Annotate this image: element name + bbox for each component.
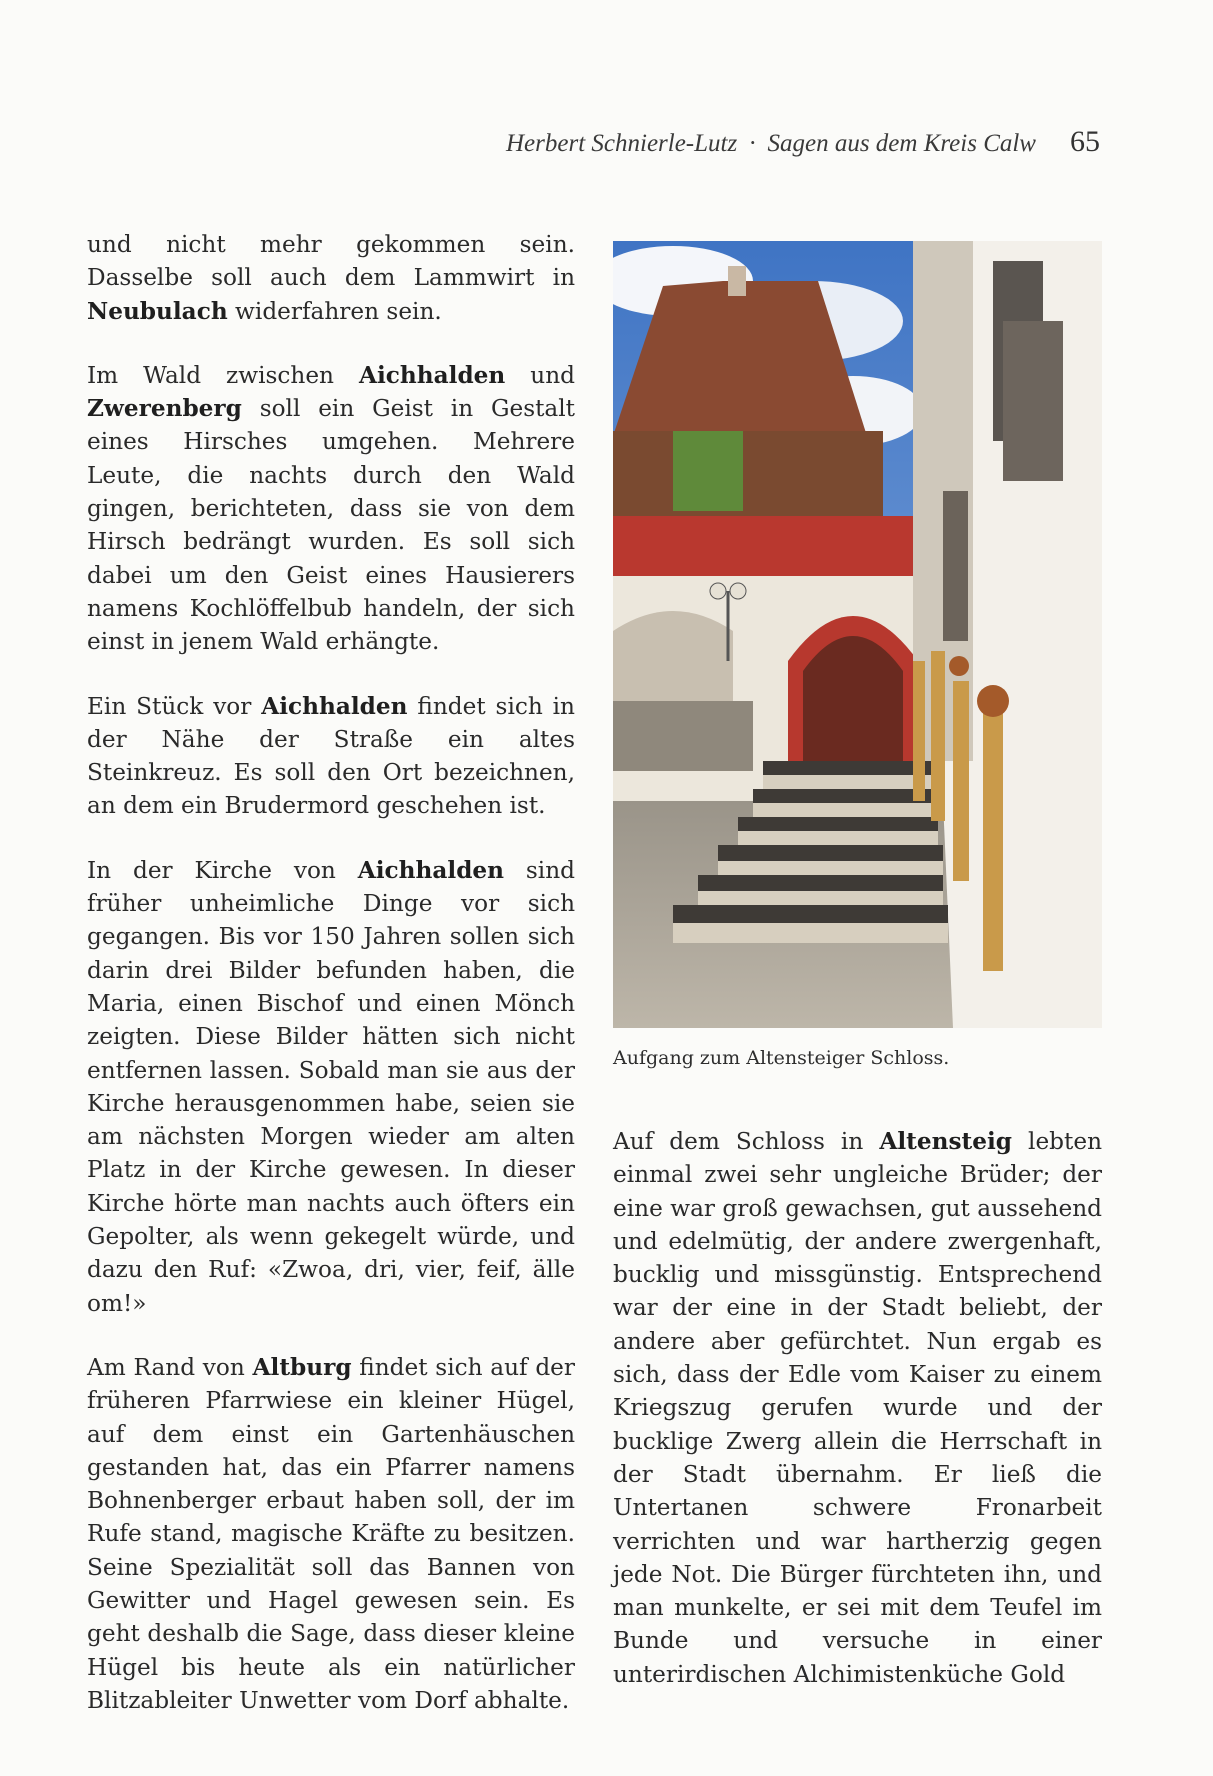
header-author: Herbert Schnierle-Lutz [506,130,738,157]
left-column [87,228,575,1748]
paragraph-kirche: In der Kirche von Aichhalden sind früher unheimliche Dinge vor sich gegangen. Bis vor 150 Jahren sollen sich darin drei Bilder befunden haben, die Maria, einen Bischof und einen Mönch zeigten. Diese Bilder hätten sich nicht entfernen lassen. Sobald man sie aus der Kirche herausgenommen habe, seien sie am nächsten Morgen wieder am alten Platz in der Kirche gewesen. In dieser Kirche hörte man nachts auch öfters ein Gepolter, als wenn gekegelt würde, und dazu den Ruf: «Zwoa, dri, vier, feif, älle om!» [87,856,576,1317]
place-name: Aichhalden [261,692,408,720]
castle-stairway-photo [613,241,1102,1028]
header-separator: · [749,130,756,157]
paragraph-hirsch: Im Wald zwischen Aichhalden und Zwerenberg soll ein Geist in Gestalt eines Hirsches umgehen. Mehrere Leute, die nachts durch den Wald gingen, berichteten, dass sie von dem Hirsch bedrängt wurden. Es soll sich dabei um den Geist eines Hausierers namens Kochlöffelbub handeln, der sich einst in jenem Wald erhängte. [87,361,575,656]
place-name: Aichhalden [358,361,506,389]
place-name: Zwerenberg [87,395,242,423]
paragraph-altburg: Am Rand von Altburg findet sich auf der früheren Pfarrwiese ein kleiner Hügel, auf dem einst ein Gartenhäuschen gestanden hat, das ein Pfarrer namens Bohnenberger erbaut haben soll, der im Rufe stand, magische Kräfte zu besitzen. Seine Spezialität soll das Bannen von Gewitter und Hagel gewesen sein. Es geht deshalb die Sage, dass dieser kleine Hügel bis heute als ein natürlicher Blitzableiter Unwetter vom Dorf abhalte. [87,1353,575,1714]
place-name: Altensteig [879,1128,1012,1155]
photo-caption: Aufgang zum Altensteiger Schloss. [613,1047,950,1069]
header-book-title: Sagen aus dem Kreis Calw [767,130,1036,157]
page-number: 65 [1070,125,1100,158]
running-header [440,125,1100,165]
place-name: Aichhalden [357,856,505,884]
paragraph-altensteig: Auf dem Schloss in Altensteig lebten einmal zwei sehr ungleiche Brüder; der eine war groß gewachsen, gut aussehend und edelmütig, der andere zwergenhaft, bucklig und missgünstig. Entsprechend war der eine in der Stadt beliebt, der andere aber gefürchtet. Nun ergab es sich, dass der Edle vom Kaiser zu einem Kriegszug gerufen wurde und der bucklige Zwerg allein die Herrschaft in der Stadt übernahm. Er ließ die Untertanen schwere Fronarbeit verrichten und war hartherzig gegen jede Not. Die Bürger fürchteten ihn, und man munkelte, er sei mit dem Teufel im Bunde und versuche in einer unterirdischen Alchimistenküche Gold [613,1128,1102,1688]
paragraph-neubulach: und nicht mehr gekommen sein. Dasselbe soll auch dem Lammwirt in Neubulach widerfahren sein. [87,231,575,325]
place-name: Altburg [252,1353,352,1381]
right-column [613,1125,1102,1722]
paragraph-steinkreuz: Ein Stück vor Aichhalden findet sich in der Nähe der Straße ein altes Steinkreuz. Es soll den Ort bezeichnen, an dem ein Brudermord geschehen ist. [87,692,575,820]
place-name: Neubulach [87,297,228,325]
